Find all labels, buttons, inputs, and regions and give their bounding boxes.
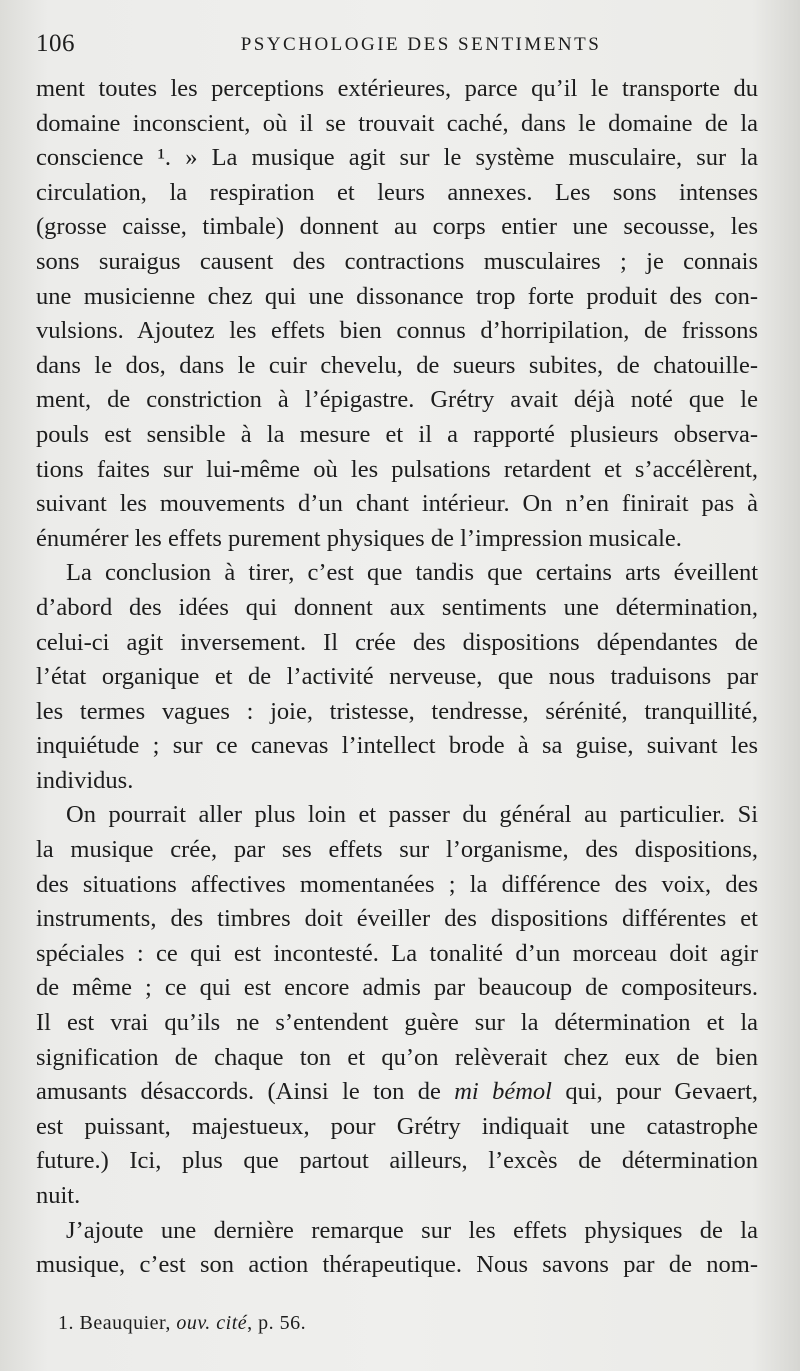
footnote: 1. Beauquier, ouv. cité, p. 56. [58, 1312, 307, 1334]
text-line: nuit. [36, 1182, 81, 1209]
paragraph-1 [36, 72, 758, 556]
text-line: inquiétude ; sur ce canevas l’intellect brode à sa guise, suivant les [36, 732, 758, 760]
text-line: future.) Ici, plus que partout ailleurs, l’excès de détermination [36, 1147, 758, 1175]
text-line: (grosse caisse, timbale) donnent au corps entier une secousse, les [36, 213, 758, 241]
text-line: ment, de constriction à l’épigastre. Grétry avait déjà noté que le [36, 386, 758, 414]
paragraph-4 [36, 1214, 758, 1283]
paragraph-2 [36, 556, 758, 798]
text-line: celui-ci agit inversement. Il crée des dispositions dépendantes de [36, 628, 758, 656]
text-line: domaine inconscient, où il se trouvait caché, dans le domaine de la [36, 109, 758, 137]
text-line: une musicienne chez qui une dissonance trop forte produit des con- [36, 282, 758, 310]
text-line: circulation, la respiration et leurs annexes. Les sons intenses [36, 178, 758, 206]
text-line: tions faites sur lui-même où les pulsations retardent et s’accélèrent, [36, 455, 758, 483]
text-line: vulsions. Ajoutez les effets bien connus d’horripilation, de frissons [36, 317, 758, 345]
text-line: des situations affectives momentanées ; la différence des voix, des [36, 870, 758, 898]
text-line: On pourrait aller plus loin et passer du général au particulier. Si [66, 801, 758, 829]
text-line: énumérer les effets purement physiques de l’impression musicale. [36, 524, 682, 552]
text-line: les termes vagues : joie, tristesse, tendresse, sérénité, tranquillité, [36, 697, 758, 725]
page-header [36, 30, 766, 64]
text-line: spéciales : ce qui est incontesté. La tonalité d’un morceau doit agir [36, 939, 758, 967]
text-line: J’ajoute une dernière remarque sur les effets physiques de la [66, 1216, 758, 1244]
text-line: signification de chaque ton et qu’on relèverait chez eux de bien [36, 1043, 758, 1071]
text-line: est puissant, majestueux, pour Grétry indiquait une catastrophe [36, 1112, 758, 1140]
text-line: la musique crée, par ses effets sur l’organisme, des dispositions, [36, 836, 758, 864]
text-line: de même ; ce qui est encore admis par beaucoup de compositeurs. [36, 974, 758, 1002]
text-line: Il est vrai qu’ils ne s’entendent guère sur la détermination et la [36, 1009, 758, 1037]
text-line: La conclusion à tirer, c’est que tandis que certains arts éveillent [66, 559, 758, 587]
text-line: individus. [36, 766, 134, 794]
text-line: ment toutes les perceptions extérieures, parce qu’il le transporte du [36, 75, 758, 102]
text-line: musique, c’est son action thérapeutique. Nous savons par de nom- [36, 1251, 758, 1279]
text-line: conscience ¹. » La musique agit sur le système musculaire, sur la [36, 144, 758, 172]
text-line: suivant les mouvements d’un chant intérieur. On n’en finirait pas à [36, 490, 758, 518]
text-line: instruments, des timbres doit éveiller des dispositions différentes et [36, 905, 758, 933]
page-number: 106 [36, 30, 75, 57]
text-line: d’abord des idées qui donnent aux sentiments une détermination, [36, 593, 758, 621]
text-line: amusants désaccords. (Ainsi le ton de mi bémol qui, pour Gevaert, [36, 1078, 759, 1106]
paragraph-3 [36, 798, 758, 1213]
running-title: PSYCHOLOGIE DES SENTIMENTS [240, 34, 602, 55]
text-line: l’état organique et de l’activité nerveuse, que nous traduisons par [36, 663, 758, 691]
text-line: pouls est sensible à la mesure et il a rapporté plusieurs observa- [36, 420, 758, 448]
text-line: sons suraigus causent des contractions musculaires ; je connais [36, 247, 758, 275]
text-line: dans le dos, dans le cuir chevelu, de sueurs subites, de chatouille- [36, 351, 758, 379]
body-text [36, 72, 758, 1283]
